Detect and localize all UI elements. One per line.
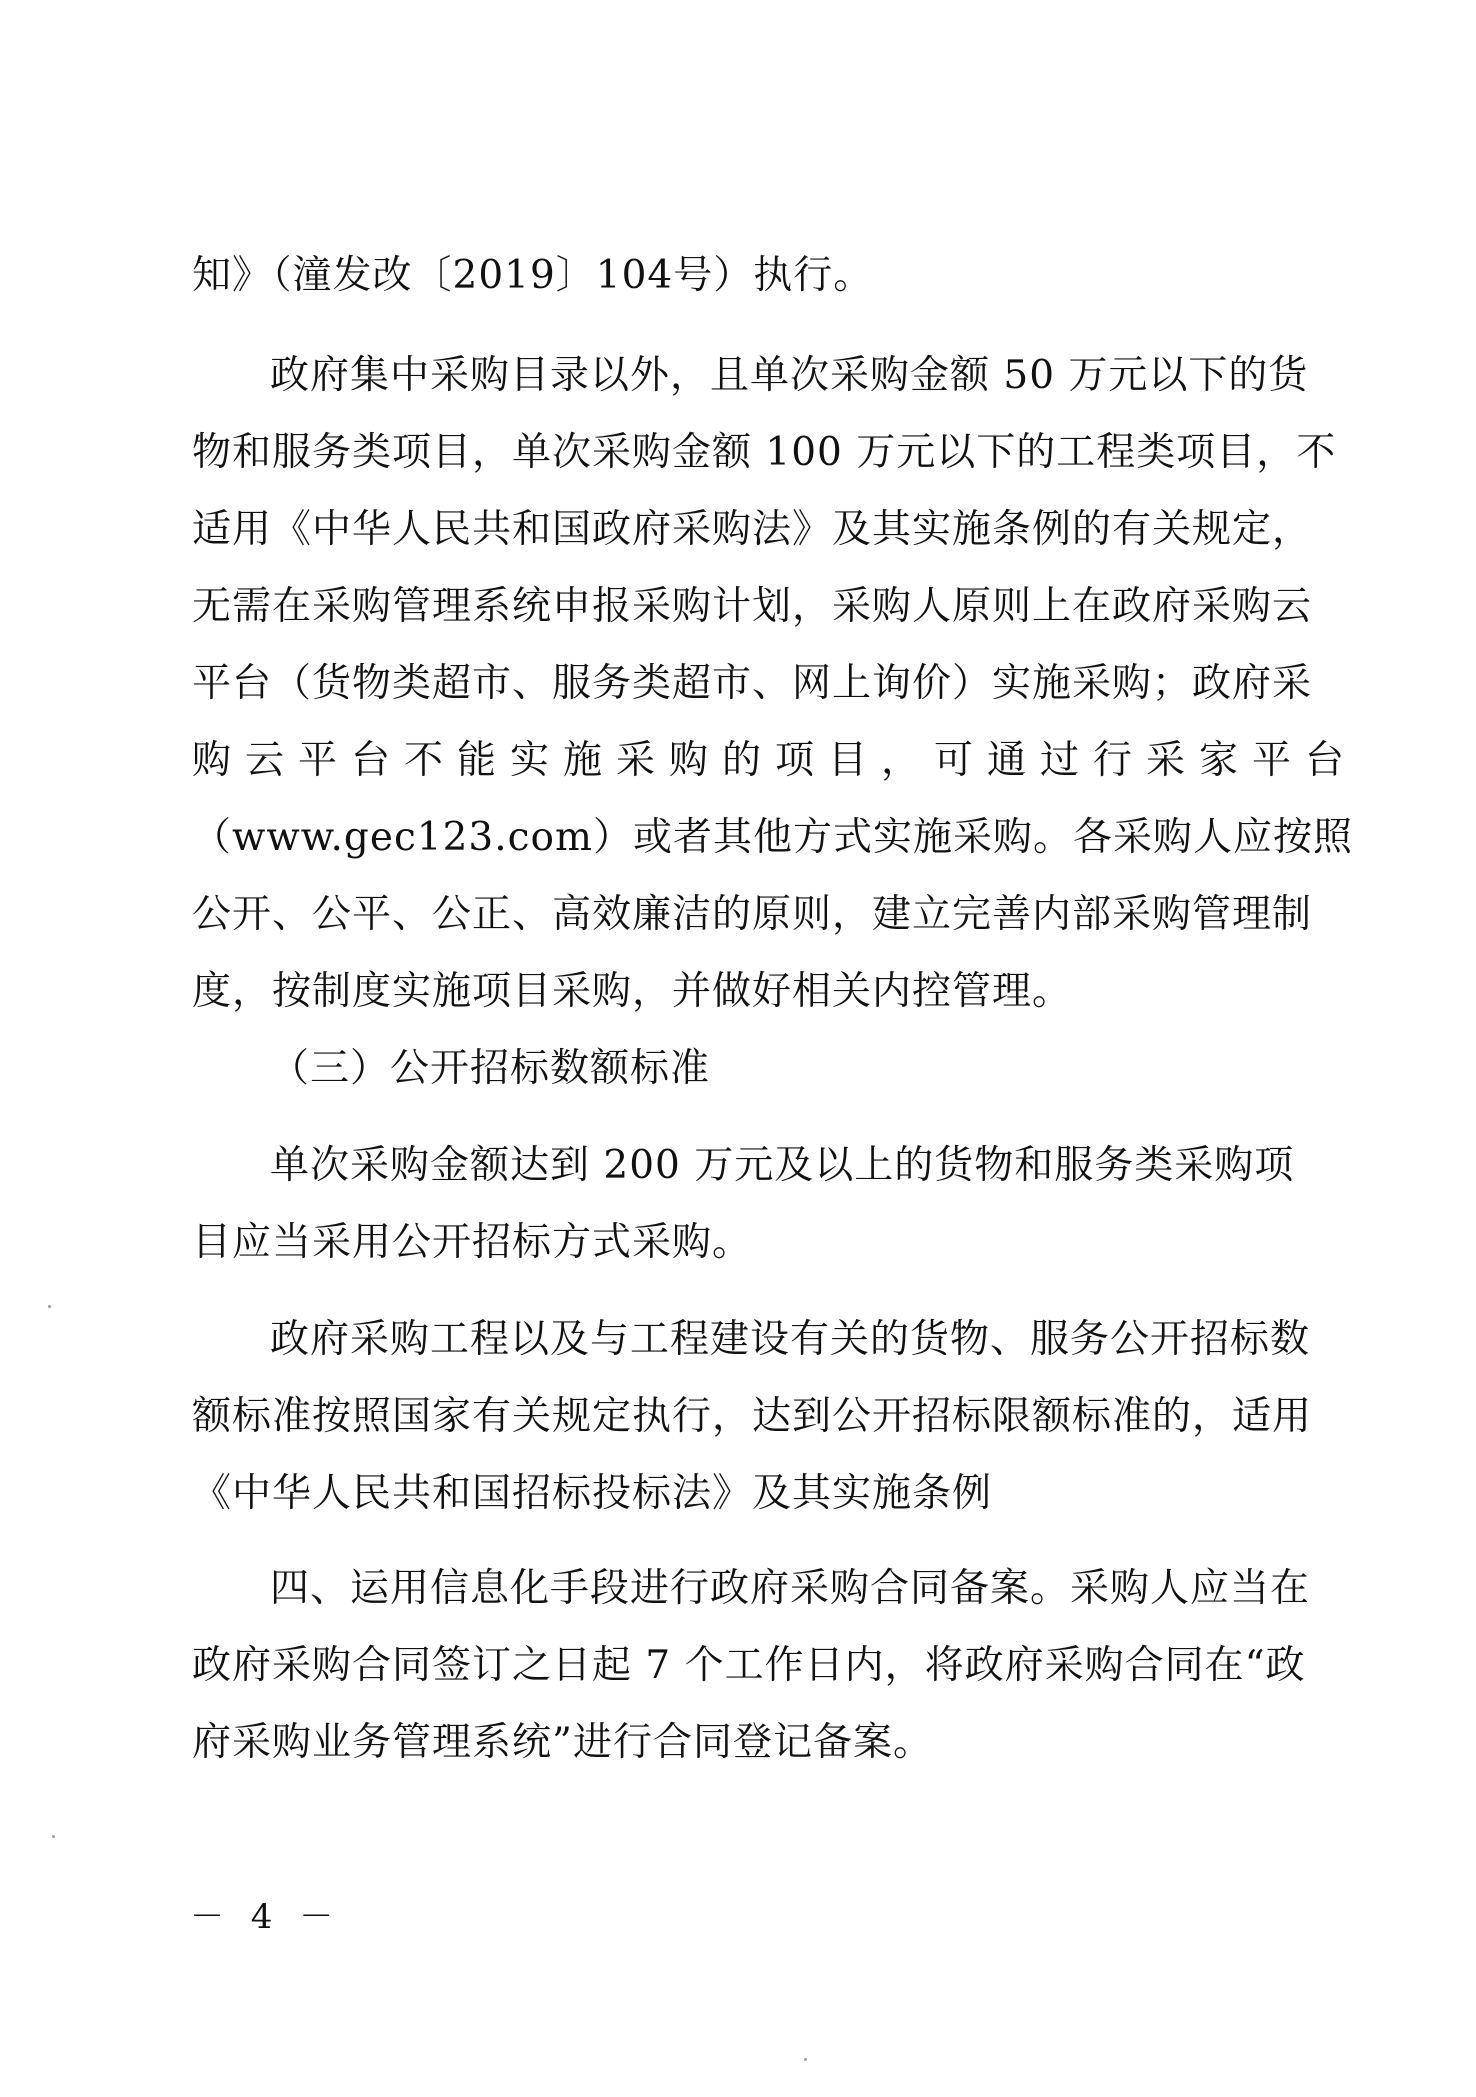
text-line-7: 购云平台不能实施采购的项目，可通过行采家平台	[192, 738, 1359, 783]
text-line-9: 公开、公平、公正、高效廉洁的原则，建立完善内部采购管理制	[192, 892, 1313, 937]
section-heading: （三）公开招标数额标准	[270, 1046, 711, 1091]
page-number: － 4 －	[190, 1897, 342, 1937]
text-line-18: 政府采购合同签订之日起 7 个工作日内，将政府采购合同在“政	[192, 1643, 1306, 1688]
scan-speck	[804, 2058, 807, 2061]
text-line-16: 《中华人民共和国招标投标法》及其实施条例	[192, 1471, 993, 1516]
text-line-8: （www.gec123.com）或者其他方式实施采购。各采购人应按照	[192, 815, 1353, 860]
text-line-6: 平台（货物类超市、服务类超市、网上询价）实施采购；政府采	[192, 661, 1313, 706]
text-line-13: 目应当采用公开招标方式采购。	[192, 1220, 753, 1265]
text-line-17: 四、运用信息化手段进行政府采购合同备案。采购人应当在	[270, 1566, 1311, 1611]
text-line-10: 度，按制度实施项目采购，并做好相关内控管理。	[192, 969, 1073, 1014]
text-line-15: 额标准按照国家有关规定执行，达到公开招标限额标准的，适用	[192, 1394, 1313, 1439]
text-line-3: 物和服务类项目，单次采购金额 100 万元以下的工程类项目，不	[192, 430, 1337, 475]
scan-speck	[52, 1835, 55, 1838]
text-line-19: 府采购业务管理系统”进行合同登记备案。	[192, 1720, 933, 1765]
text-line-1: 知》（潼发改〔2019〕104号）执行。	[192, 253, 874, 298]
text-line-5: 无需在采购管理系统申报采购计划，采购人原则上在政府采购云	[192, 584, 1313, 629]
text-line-2: 政府集中采购目录以外，且单次采购金额 50 万元以下的货	[270, 353, 1309, 398]
scan-speck	[48, 1305, 51, 1308]
text-line-12: 单次采购金额达到 200 万元及以上的货物和服务类采购项	[270, 1143, 1295, 1188]
text-line-14: 政府采购工程以及与工程建设有关的货物、服务公开招标数	[270, 1317, 1311, 1362]
text-line-4: 适用《中华人民共和国政府采购法》及其实施条例的有关规定，	[192, 507, 1313, 552]
